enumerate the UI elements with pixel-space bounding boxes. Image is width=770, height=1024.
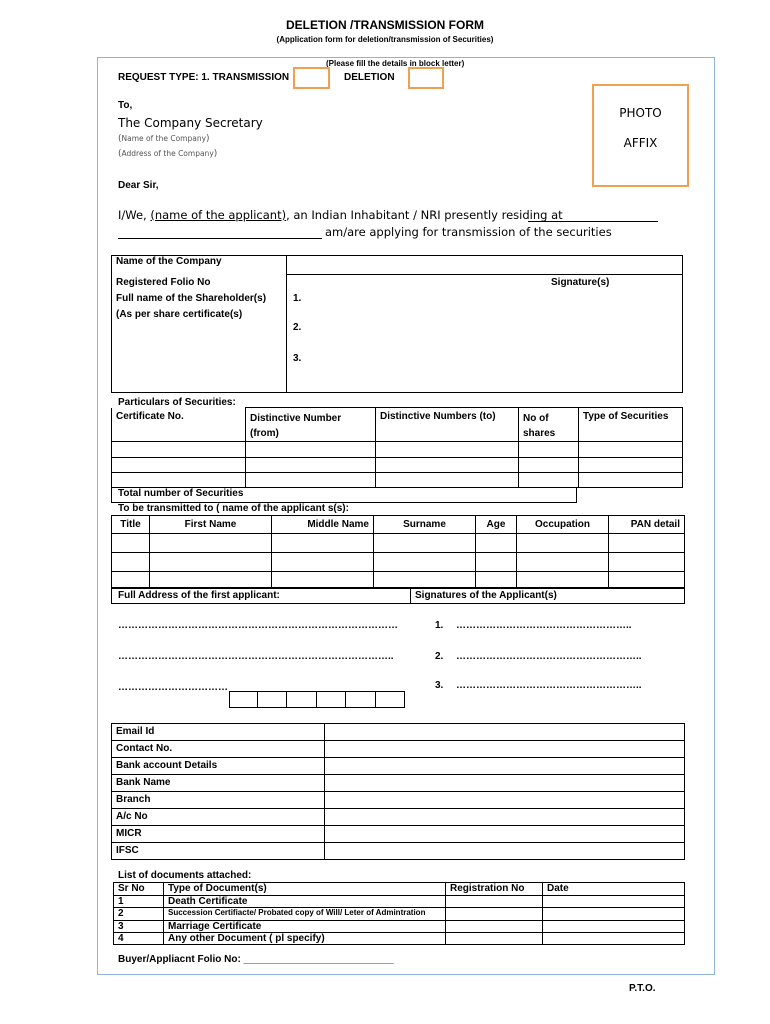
residence-line[interactable]: [528, 221, 658, 222]
doc-death-certificate: Death Certificate: [164, 896, 446, 908]
branch-label: Branch: [112, 792, 325, 809]
email-label: Email Id: [112, 724, 325, 741]
micr-field[interactable]: [325, 826, 685, 843]
signature-line-2[interactable]: ………………………………………………..: [456, 651, 642, 662]
date-header: Date: [543, 883, 685, 896]
account-no-field[interactable]: [325, 809, 685, 826]
contact-field[interactable]: [325, 741, 685, 758]
account-no-label: A/c No: [112, 809, 325, 826]
address-line-2[interactable]: ………………………………………………………………………..: [118, 651, 394, 662]
bank-account-field[interactable]: [325, 758, 685, 775]
to-label: To,: [118, 100, 133, 111]
company-name-hint: Name of the Company: [121, 134, 207, 143]
photo-label: PHOTO: [619, 106, 662, 120]
applicant-signatures-label: Signatures of the Applicant(s): [415, 590, 557, 601]
ifsc-field[interactable]: [325, 843, 685, 860]
shareholder-2: 2.: [293, 322, 302, 333]
folio-field[interactable]: ___________________________: [243, 954, 394, 965]
pan-header: PAN detail: [609, 516, 685, 534]
age-header: Age: [476, 516, 517, 534]
company-secretary: The Company Secretary: [118, 116, 263, 130]
securities-table: Certificate No. Distinctive Number (from) Distinctive Numbers (to) No of shares Type of Securities: [111, 407, 683, 488]
sig-num-3: 3.: [435, 680, 444, 691]
photo-box[interactable]: [592, 84, 689, 187]
occupation-header: Occupation: [517, 516, 609, 534]
sr-no-header: Sr No: [114, 883, 164, 896]
deletion-checkbox[interactable]: [408, 67, 444, 89]
company-details-table: [111, 255, 683, 393]
doc-other: Any other Document ( pl specify): [164, 933, 446, 945]
branch-field[interactable]: [325, 792, 685, 809]
sig-num-2: 2.: [435, 651, 444, 662]
bank-details-table: [111, 723, 685, 860]
bank-name-label: Bank Name: [112, 775, 325, 792]
email-field[interactable]: [325, 724, 685, 741]
doc-type-header: Type of Document(s): [164, 883, 446, 896]
company-name-label: Name of the Company: [112, 256, 287, 275]
certificate-no-header: Certificate No.: [112, 408, 246, 442]
doc-succession: Succession Certifiacte/ Probated copy of Will/ Leter of Admintration: [164, 908, 446, 921]
no-of-shares-header: No of: [523, 413, 549, 424]
address-line-3[interactable]: ……………………………: [118, 682, 228, 693]
folio-row: [118, 954, 394, 965]
shareholder-label: Full name of the Shareholder(s): [116, 292, 267, 304]
affix-label: AFFIX: [623, 136, 658, 150]
full-address-label: Full Address of the first applicant:: [118, 590, 280, 601]
title-header: Title: [112, 516, 150, 534]
shareholder-1: 1.: [293, 293, 302, 304]
shareholder-names-field[interactable]: [287, 275, 683, 393]
residence-line-2[interactable]: [118, 238, 322, 239]
folio-label: Registered Folio No: [116, 276, 211, 288]
sig-num-1: 1.: [435, 620, 444, 631]
applicants-table: [111, 515, 685, 589]
deletion-label: DELETION: [344, 72, 395, 83]
block-letter-note: (Please fill the details in block letter): [326, 59, 465, 68]
first-name-header: First Name: [150, 516, 272, 534]
documents-table: Sr No Type of Document(s) Registration No Date 1 Death Certificate 2 Succession Certifiacte/ Probated copy of Will/ Leter of Admintration 3 Marriage Certificate 4 Any other Document ( pl specify): [113, 882, 685, 945]
surname-header: Surname: [374, 516, 476, 534]
signature-label: Signature(s): [551, 277, 610, 288]
pto-label: P.T.O.: [629, 983, 656, 994]
applicant-statement-line1: I/We, (name of the applicant), an Indian Inhabitant / NRI presently residing at: [118, 208, 563, 222]
bank-name-field[interactable]: [325, 775, 685, 792]
particulars-label: Particulars of Securities:: [118, 397, 236, 408]
company-address-hint: Address of the Company: [121, 149, 214, 158]
registration-header: Registration No: [446, 883, 543, 896]
folio-label-text: Buyer/Appliacnt Folio No:: [118, 954, 241, 965]
company-name-field[interactable]: [287, 256, 683, 275]
signature-line-1[interactable]: ……………………………………………..: [456, 620, 632, 631]
distinctive-from-header: Distinctive Number: [250, 413, 342, 424]
micr-label: MICR: [112, 826, 325, 843]
greeting: Dear Sir,: [118, 180, 159, 191]
distinctive-to-header: Distinctive Numbers (to): [376, 408, 519, 442]
doc-marriage: Marriage Certificate: [164, 921, 446, 933]
middle-name-header: Middle Name: [272, 516, 374, 534]
transmission-checkbox[interactable]: [293, 67, 330, 89]
per-certificate-label: (As per share certificate(s): [116, 308, 243, 320]
form-title: DELETION /TRANSMISSION FORM: [286, 18, 484, 32]
address-line-1[interactable]: …………………………………………………………………………: [118, 620, 398, 631]
documents-title: List of documents attached:: [118, 870, 252, 881]
shareholder-3: 3.: [293, 353, 302, 364]
applicant-name-placeholder: (name of the applicant): [150, 208, 287, 222]
form-subtitle: (Application form for deletion/transmission of Securities): [276, 35, 494, 44]
applicant-statement-line2: am/are applying for transmission of the securities: [325, 225, 612, 239]
total-securities-label: Total number of Securities: [118, 488, 244, 499]
request-type-label: REQUEST TYPE: 1. TRANSMISSION: [118, 72, 290, 83]
type-of-securities-header: Type of Securities: [579, 408, 683, 442]
bank-account-label: Bank account Details: [112, 758, 325, 775]
ifsc-label: IFSC: [112, 843, 325, 860]
transmit-to-label: To be transmitted to ( name of the applicant s(s):: [118, 503, 349, 514]
signature-line-3[interactable]: ………………………………………………..: [456, 680, 642, 691]
contact-label: Contact No.: [112, 741, 325, 758]
pincode-boxes[interactable]: [229, 691, 405, 708]
